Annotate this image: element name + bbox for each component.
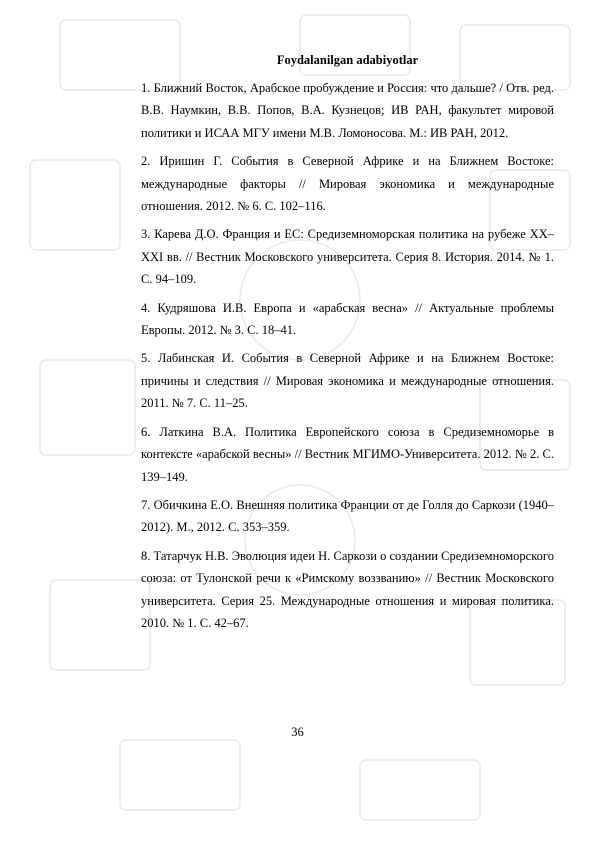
reference-item-5: 5. Лабинская И. События в Северной Африке и на Ближнем Востоке: причины и следствия // Мировая экономика и международные отношения. 2011. № 7. С. 11–25. <box>141 351 554 411</box>
document-page <box>141 52 554 640</box>
reference-item-8: 8. Татарчук Н.В. Эволюция идеи Н. Саркози о создании Средиземноморского союза: от Тулонской речи к «Римскому воззванию» // Вестник Московского университета. Серия 25. Международные отношения и мировая политика. 2010. № 1. С. 42–67. <box>141 548 554 630</box>
reference-list <box>141 77 554 634</box>
reference-item-4: 4. Кудряшова И.В. Европа и «арабская весна» // Актуальные проблемы Европы. 2012. № 3. С. 18–41. <box>141 300 554 338</box>
reference-item-1: 1. Ближний Восток, Арабское пробуждение и Россия: что дальше? / Отв. ред. В.В. Наумкин, В.В. Попов, В.А. Кузнецов; ИВ РАН, факультет мировой политики и ИСАА МГУ имени М.В. Ломоносова. М.: ИВ РАН, 2012. <box>141 81 554 140</box>
reference-item-7: 7. Обичкина Е.О. Внешняя политика Франции от де Голля до Саркози (1940–2012). М., 2012. С. 353–359. <box>141 497 554 535</box>
page-title: Foydalanilgan adabiyotlar <box>276 53 419 67</box>
page-number: 36 <box>291 725 304 739</box>
reference-item-6: 6. Латкина В.А. Политика Европейского союза в Средиземноморье в контексте «арабской весны» // Вестник МГИМО-Университета. 2012. № 2. С. 139–149. <box>141 424 554 484</box>
reference-item-3: 3. Карева Д.О. Франция и ЕС: Средиземноморская политика на рубеже XX–XXI вв. // Вестник Московского университета. Серия 8. История. 2014. № 1. С. 94–109. <box>141 227 554 287</box>
reference-item-2: 2. Иришин Г. События в Северной Африке и на Ближнем Востоке: международные факторы // Мировая экономика и международные отношения. 2012. № 6. С. 102–116. <box>141 154 554 214</box>
